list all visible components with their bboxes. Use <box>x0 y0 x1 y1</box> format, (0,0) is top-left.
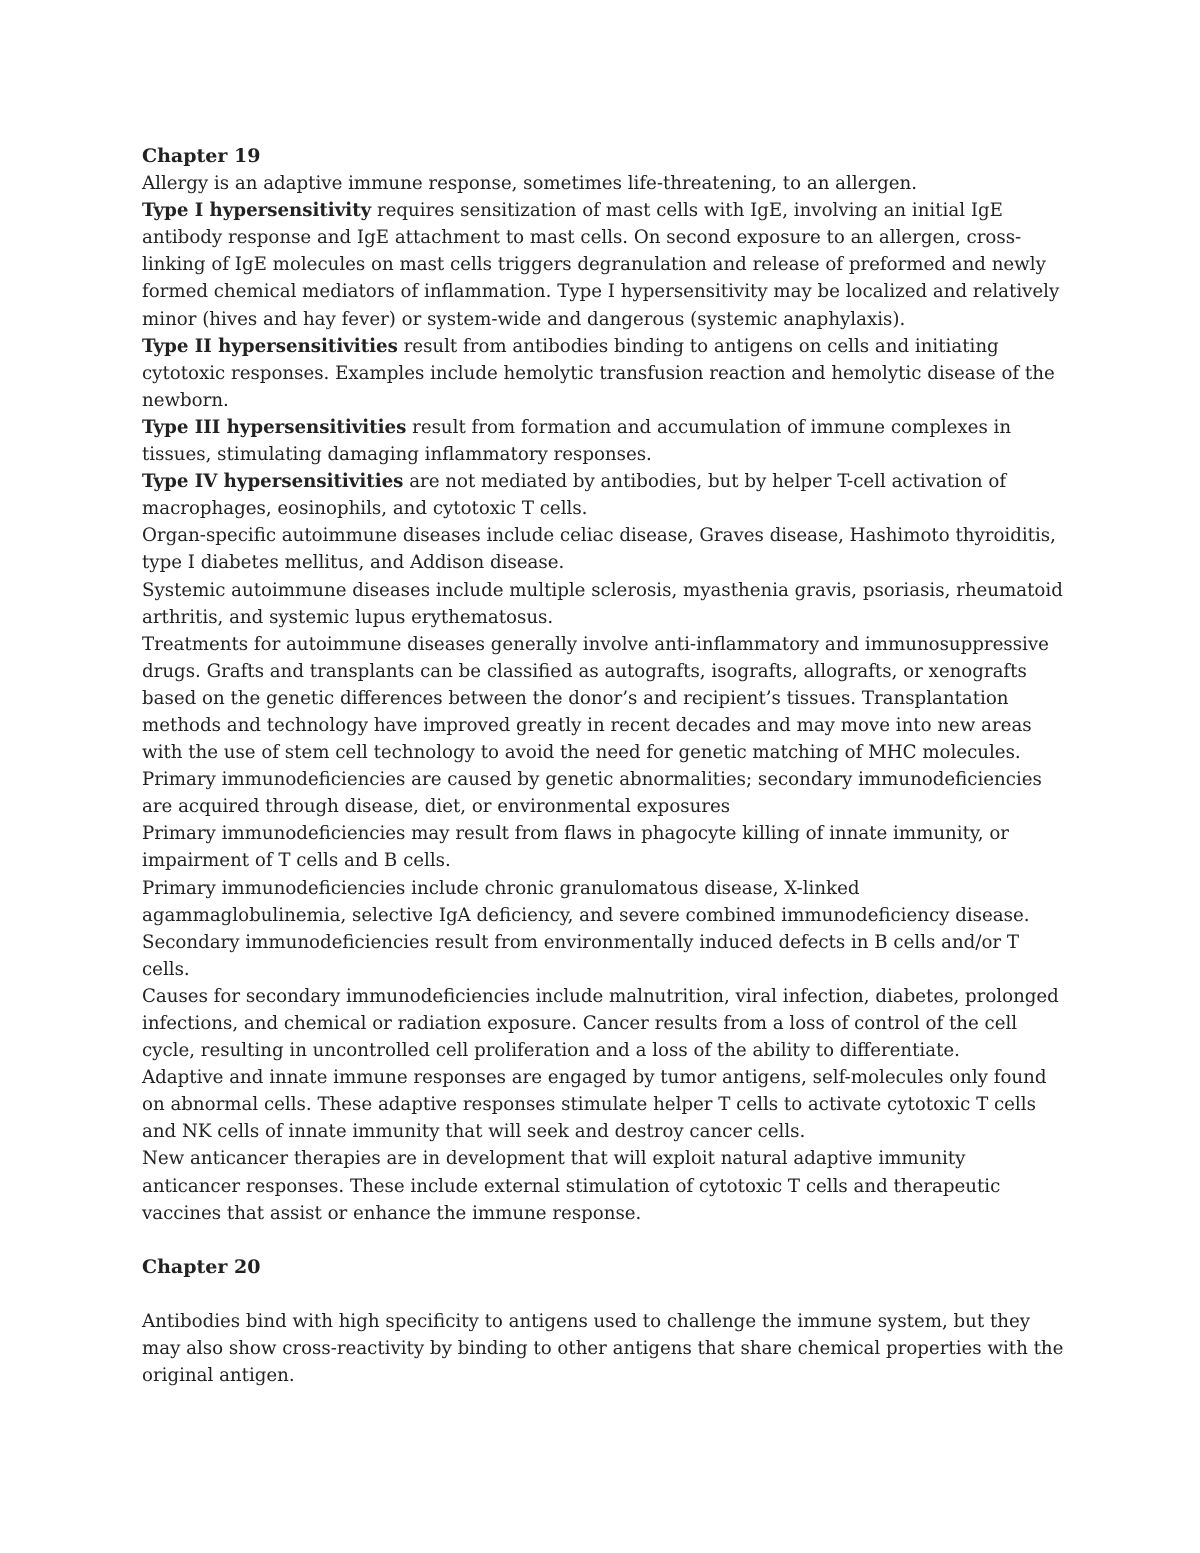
paragraph-text: Causes for secondary immunodeficiencies include malnutrition, viral infection, diabetes, prolonged infections, and chemical or radiation exposure. Cancer results from a loss of control of the cell cycle, resulting in uncontrolled cell proliferation and a loss of the ability to differentiate. <box>142 985 1059 1062</box>
paragraph-text: result from formation and accumulation of immune complexes in tissues, stimulating damaging inflammatory responses. <box>142 416 1012 466</box>
term-type-iii: Type III hypersensitivities <box>142 416 407 438</box>
document-page <box>142 143 1067 1389</box>
paragraph-text: New anticancer therapies are in development that will exploit natural adaptive immunity anticancer responses. These include external stimulation of cytotoxic T cells and therapeutic vaccines that assist or enhance the immune response. <box>142 1148 1001 1224</box>
paragraph-primary-include <box>142 875 1067 929</box>
paragraph-organ-specific <box>142 522 1067 576</box>
chapter-20-heading: Chapter 20 <box>142 1255 261 1278</box>
term-type-ii: Type II hypersensitivities <box>142 335 398 357</box>
paragraph-text: Systemic autoimmune diseases include multiple sclerosis, myasthenia gravis, psoriasis, rheumatoid arthritis, and systemic lupus erythematosus. <box>142 579 1063 628</box>
paragraph-text: Allergy is an adaptive immune response, sometimes life-threatening, to an allergen. <box>142 173 918 195</box>
paragraph-allergy <box>142 170 1067 197</box>
paragraph-treatments <box>142 631 1067 821</box>
paragraph-text: Antibodies bind with high specificity to antigens used to challenge the immune system, but they may also show cross-reactivity by binding to other antigens that share chemical properties with the original antigen. <box>142 1310 1064 1387</box>
heading-spacer <box>142 1281 1067 1308</box>
paragraph-type-ii <box>142 333 1067 414</box>
paragraph-text: result from antibodies binding to antigens on cells and initiating cytotoxic responses. Examples include hemolytic transfusion reaction and hemolytic disease of the newborn. <box>142 335 1055 411</box>
paragraph-primary-flaws <box>142 820 1067 874</box>
paragraph-text: Treatments for autoimmune diseases generally involve anti-inflammatory and immunosuppressive drugs. Grafts and transplants can be classified as autografts, isografts, allografts, or xenografts based on the genetic differences between the donor’s and recipient’s tissues. Transplantation methods and technology have improved greatly in recent decades and may move into new areas with the use of stem cell technology to avoid the need for genetic matching of MHC molecules. Primary immunodeficiencies are caused by genetic abnormalities; secondary immunodeficiencies are acquired through disease, diet, or environmental exposures <box>142 633 1049 818</box>
paragraph-text: Secondary immunodeficiencies result from environmentally induced defects in B cells and/or T cells. <box>142 931 1020 980</box>
paragraph-systemic <box>142 577 1067 631</box>
paragraph-adaptive <box>142 1064 1067 1145</box>
paragraph-antibodies <box>142 1308 1067 1389</box>
section-spacer <box>142 1227 1067 1254</box>
paragraph-text: Primary immunodeficiencies may result from flaws in phagocyte killing of innate immunity, or impairment of T cells and B cells. <box>142 823 1009 872</box>
paragraph-type-i <box>142 197 1067 332</box>
paragraph-text: Primary immunodeficiencies include chronic granulomatous disease, X-linked agammaglobulinemia, selective IgA deficiency, and severe combined immunodeficiency disease. <box>142 877 1030 926</box>
paragraph-text: are not mediated by antibodies, but by helper T-cell activation of macrophages, eosinophils, and cytotoxic T cells. <box>142 471 1007 520</box>
paragraph-causes <box>142 983 1067 1064</box>
term-type-i: Type I hypersensitivity <box>142 200 372 222</box>
paragraph-text: Organ-specific autoimmune diseases include celiac disease, Graves disease, Hashimoto thyroiditis, type I diabetes mellitus, and Addison disease. <box>142 525 1056 574</box>
paragraph-type-iii <box>142 414 1067 468</box>
chapter-19-heading: Chapter 19 <box>142 145 261 167</box>
chapter-19-section <box>142 143 1067 1227</box>
term-type-iv: Type IV hypersensitivities <box>142 471 404 493</box>
paragraph-type-iv <box>142 468 1067 522</box>
paragraph-secondary <box>142 929 1067 983</box>
paragraph-anticancer <box>142 1145 1067 1226</box>
paragraph-text: Adaptive and innate immune responses are engaged by tumor antigens, self-molecules only found on abnormal cells. These adaptive responses stimulate helper T cells to activate cytotoxic T cells and NK cells of innate immunity that will seek and destroy cancer cells. <box>142 1067 1047 1143</box>
chapter-20-section <box>142 1254 1067 1389</box>
paragraph-text: requires sensitization of mast cells with IgE, involving an initial IgE antibody response and IgE attachment to mast cells. On second exposure to an allergen, cross-linking of IgE molecules on mast cells triggers degranulation and release of preformed and newly formed chemical mediators of inflammation. Type I hypersensitivity may be localized and relatively minor (hives and hay fever) or system-wide and dangerous (systemic anaphylaxis). <box>142 200 1060 330</box>
